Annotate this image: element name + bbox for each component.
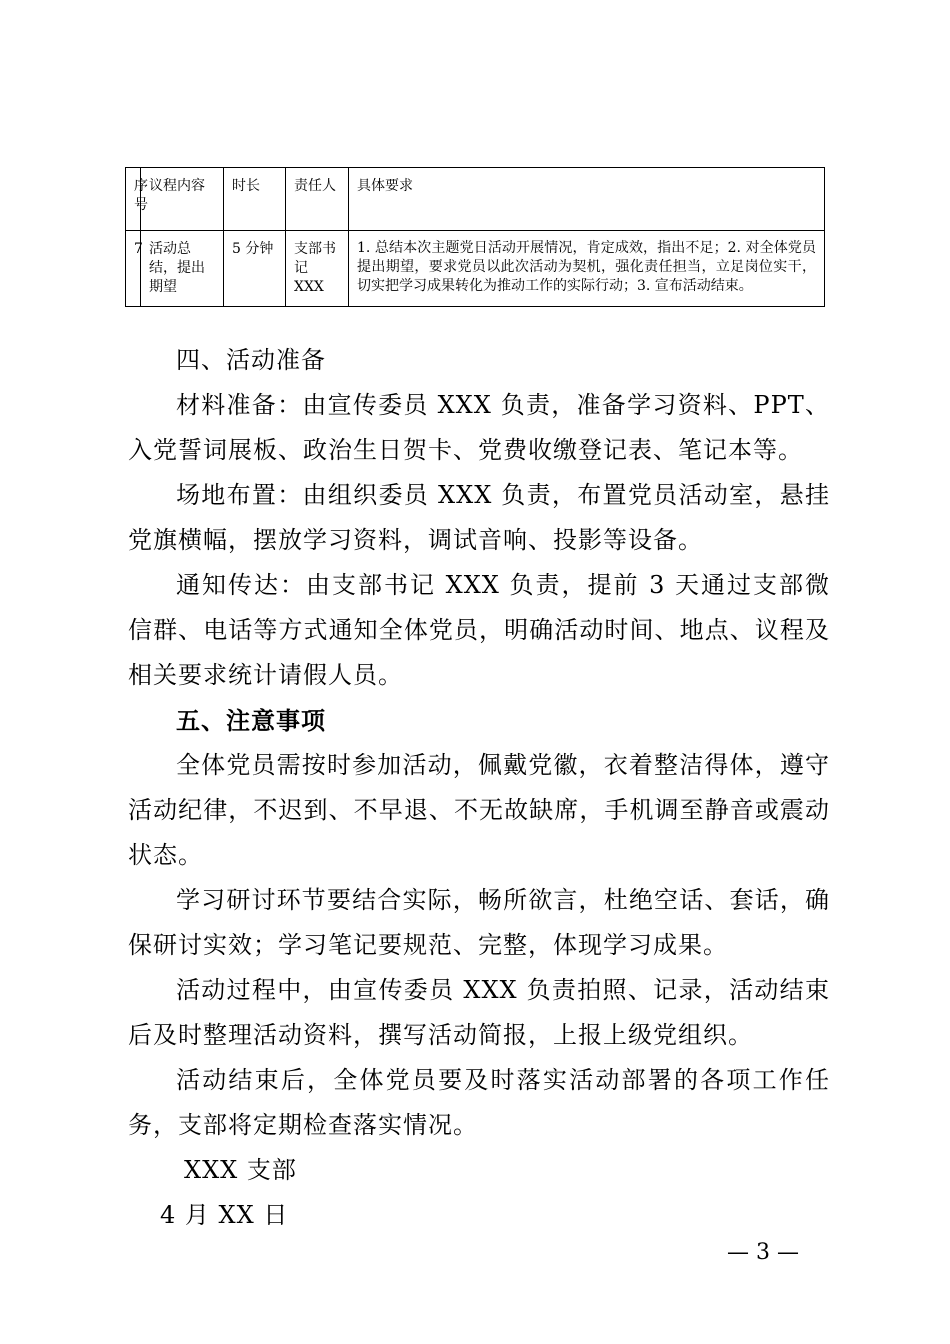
table-header-row bbox=[126, 168, 825, 231]
cell-duration: 5 分钟 bbox=[224, 231, 286, 307]
header-duration: 时长 bbox=[224, 168, 286, 231]
document-body bbox=[128, 338, 830, 1238]
cell-item: 活动总结，提出期望 bbox=[141, 231, 224, 307]
header-seq: 序号 bbox=[126, 168, 141, 231]
section-heading-preparation: 四、活动准备 bbox=[176, 346, 326, 374]
paragraph-note-1: 全体党员需按时参加活动，佩戴党徽，衣着整洁得体，遵守活动纪律，不迟到、不早退、不无故缺席，手机调至静音或震动状态。 bbox=[128, 751, 830, 869]
cell-seq: 7 bbox=[126, 231, 141, 307]
header-item: 议程内容 bbox=[141, 168, 224, 231]
section-heading-notes: 五、注意事项 bbox=[176, 706, 326, 735]
paragraph-note-4: 活动结束后，全体党员要及时落实活动部署的各项工作任务，支部将定期检查落实情况。 bbox=[128, 1066, 830, 1139]
signature-org: XXX 支部 bbox=[184, 1156, 297, 1184]
page-number: — 3 — bbox=[727, 1240, 799, 1265]
agenda-table bbox=[125, 167, 825, 307]
paragraph-notice: 通知传达：由支部书记 XXX 负责，提前 3 天通过支部微信群、电话等方式通知全体党员，明确活动时间、地点、议程及相关要求统计请假人员。 bbox=[128, 571, 830, 689]
header-requirement: 具体要求 bbox=[349, 168, 825, 231]
signature-date: 4 月 XX 日 bbox=[160, 1201, 289, 1229]
paragraph-venue: 场地布置：由组织委员 XXX 负责，布置党员活动室，悬挂党旗横幅，摆放学习资料，调试音响、投影等设备。 bbox=[128, 481, 830, 554]
cell-responsible: 支部书记 XXX bbox=[286, 231, 349, 307]
paragraph-note-2: 学习研讨环节要结合实际，畅所欲言，杜绝空话、套话，确保研讨实效；学习笔记要规范、完整，体现学习成果。 bbox=[128, 886, 830, 959]
paragraph-note-3: 活动过程中，由宣传委员 XXX 负责拍照、记录，活动结束后及时整理活动资料，撰写活动简报，上报上级党组织。 bbox=[128, 976, 830, 1049]
cell-requirement: 1. 总结本次主题党日活动开展情况，肯定成效，指出不足；2. 对全体党员提出期望，要求党员以此次活动为契机，强化责任担当，立足岗位实干，切实把学习成果转化为推动工作的实际行动；3. 宣布活动结束。 bbox=[349, 231, 825, 307]
header-responsible: 责任人 bbox=[286, 168, 349, 231]
paragraph-materials: 材料准备：由宣传委员 XXX 负责，准备学习资料、PPT、入党誓词展板、政治生日贺卡、党费收缴登记表、笔记本等。 bbox=[128, 391, 830, 464]
table-row bbox=[126, 231, 825, 307]
